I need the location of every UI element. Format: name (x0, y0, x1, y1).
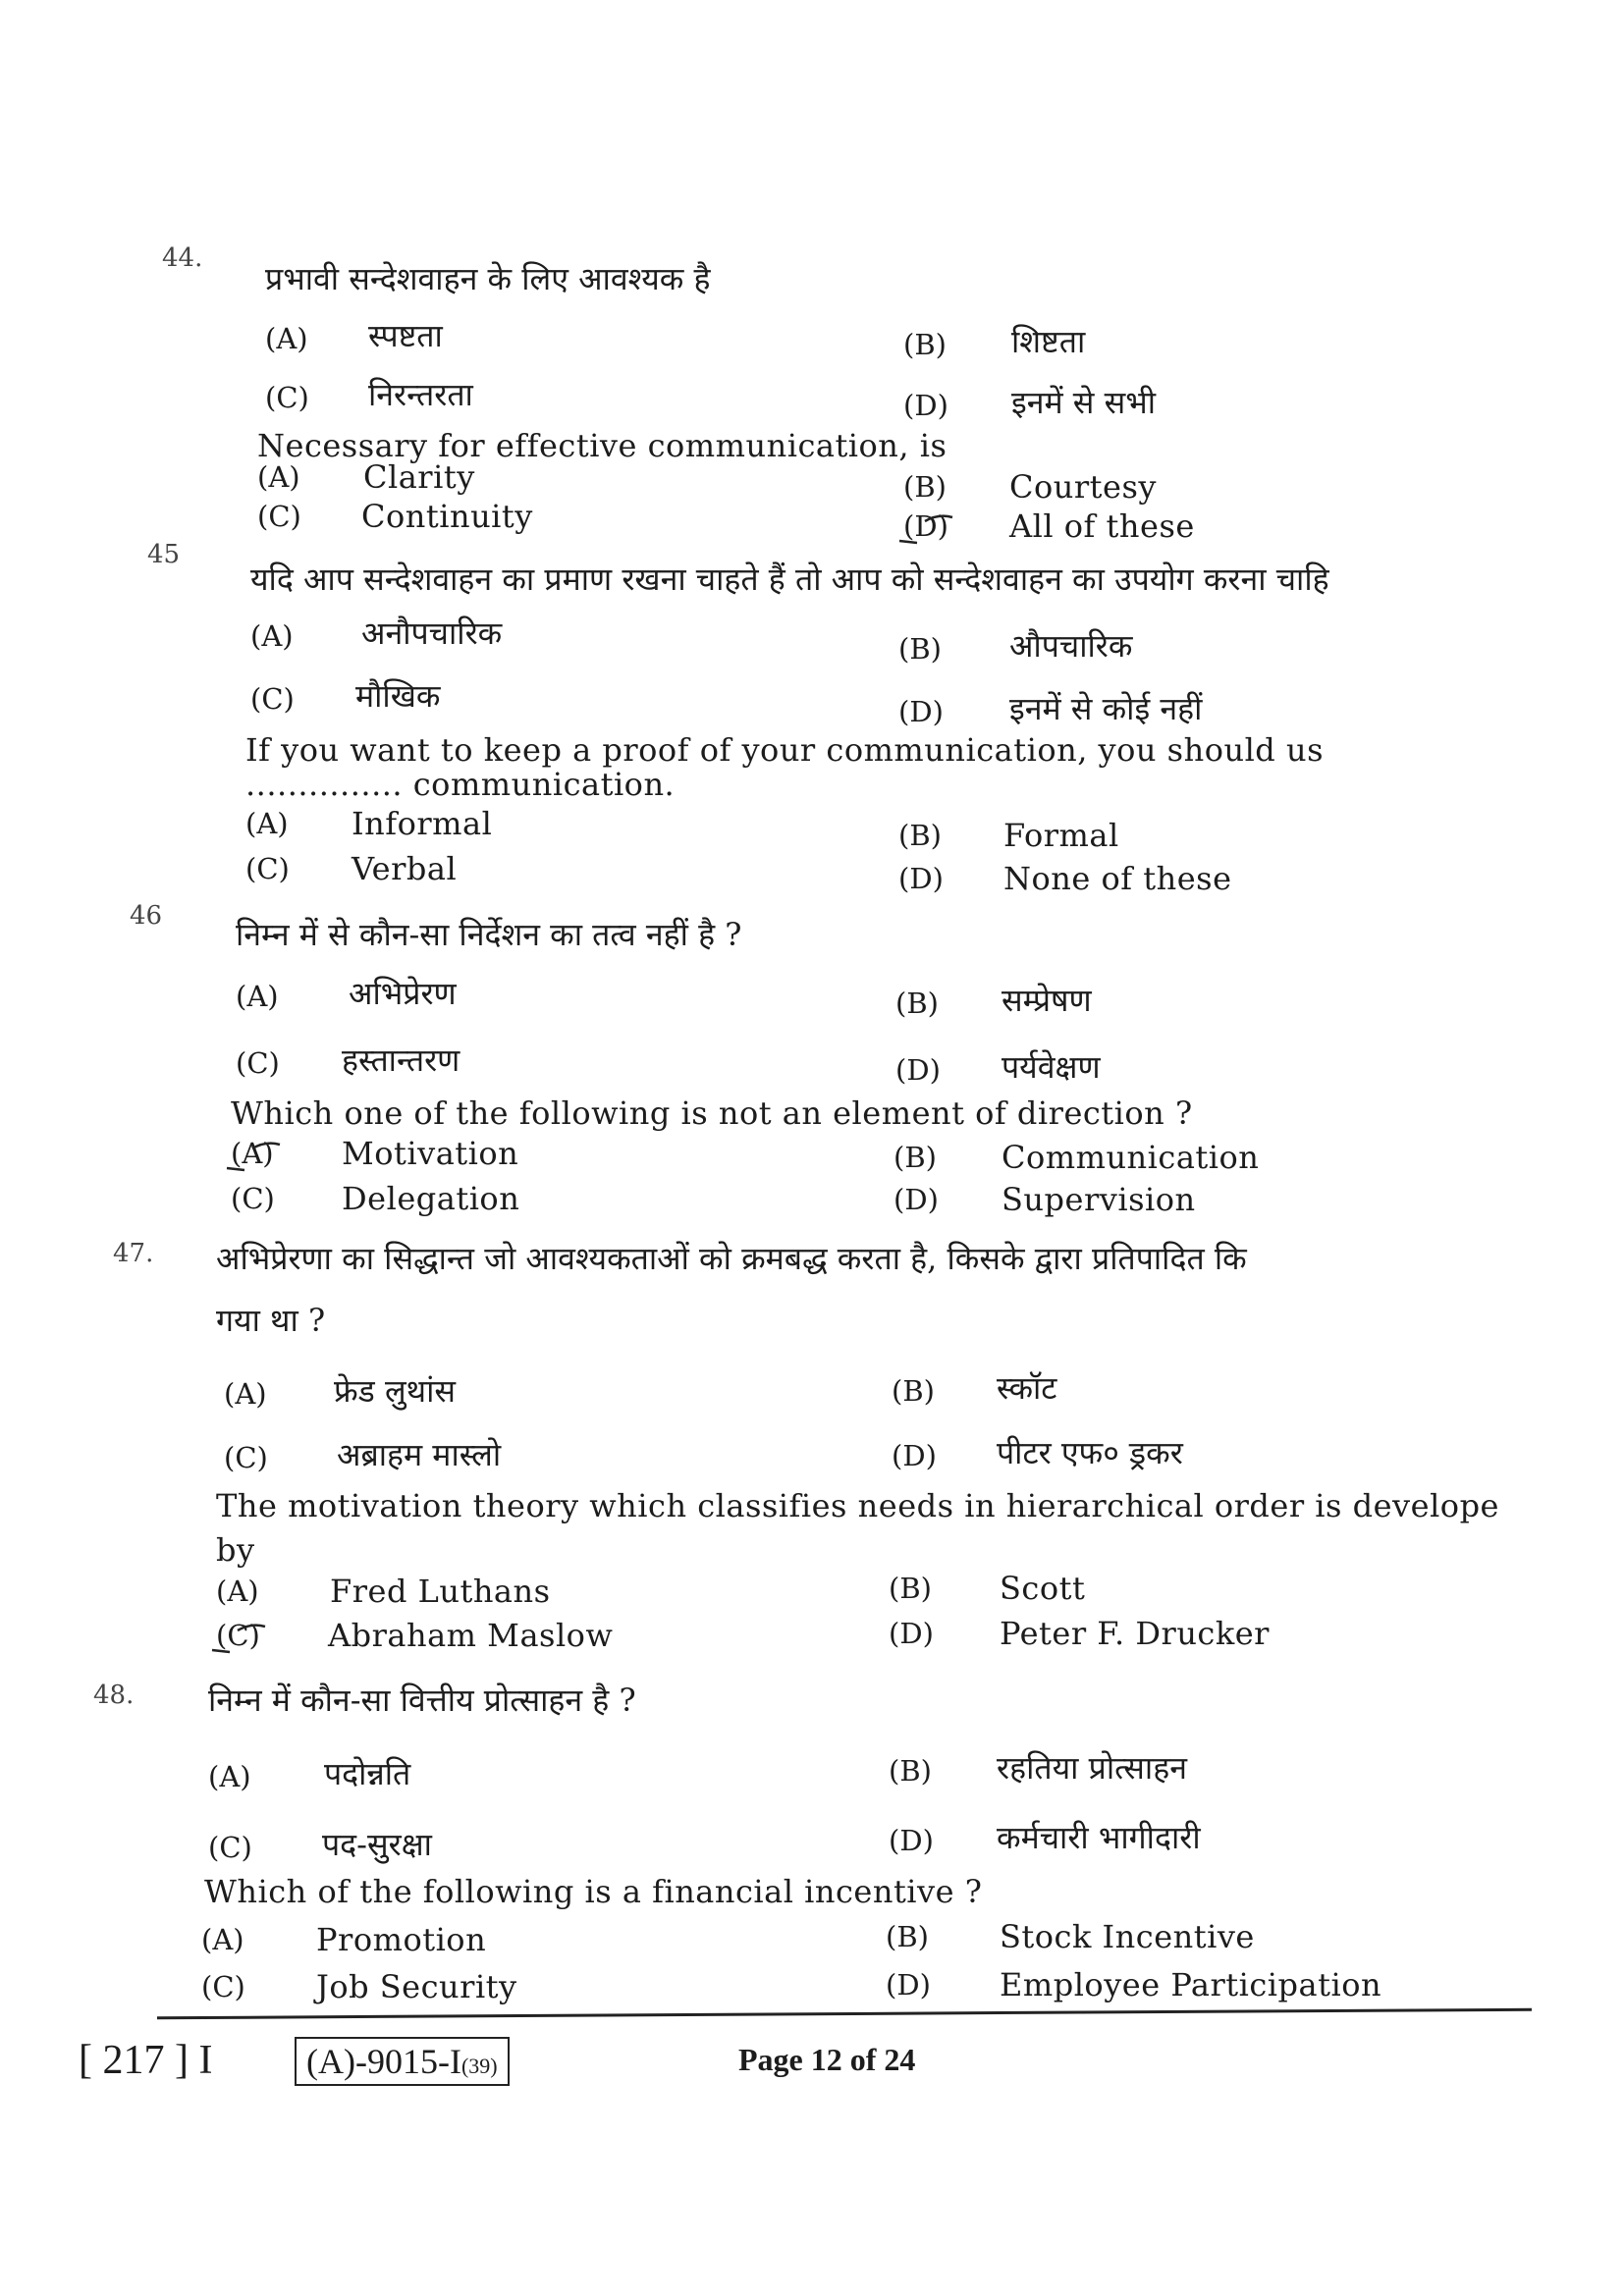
english-option-c[interactable]: Abraham Maslow (328, 1617, 614, 1654)
english-option-b[interactable]: Courtesy (1009, 468, 1157, 506)
english-option-a[interactable]: Promotion (316, 1921, 487, 1958)
english-question-text: Which one of the following is not an element of direction ? (231, 1095, 1193, 1132)
hindi-option-b[interactable]: रहतिया प्रोत्साहन (997, 1749, 1187, 1787)
hindi-option-a[interactable]: अनौपचारिक (361, 614, 503, 652)
option-label: (C) (265, 381, 309, 414)
hindi-option-c[interactable]: हस्तान्तरण (342, 1041, 460, 1079)
option-label: (D) (889, 1824, 934, 1857)
option-label: (C) (208, 1831, 252, 1864)
hindi-option-b[interactable]: औपचारिक (1009, 627, 1133, 665)
question-number: 44. (162, 243, 203, 273)
english-option-d[interactable]: Employee Participation (1000, 1966, 1382, 2003)
question-number: 45 (147, 540, 181, 569)
paper-code: [ 217 ] I (79, 2038, 213, 2083)
answer-tick-mark (208, 1621, 267, 1656)
option-label: (D) (903, 509, 948, 543)
hindi-question-text: निम्न में से कौन-सा निर्देशन का तत्व नहीं है ? (236, 916, 742, 953)
english-option-a[interactable]: Fred Luthans (330, 1573, 551, 1610)
booklet-code: (A)-9015-I (306, 2042, 461, 2081)
english-option-b[interactable]: Communication (1001, 1139, 1260, 1176)
english-option-a[interactable]: Clarity (363, 458, 475, 496)
english-option-c[interactable]: Delegation (342, 1180, 520, 1217)
answer-tick-mark (223, 1139, 282, 1174)
question-number: 46 (130, 901, 163, 931)
option-label: (B) (895, 987, 939, 1020)
hindi-option-b[interactable]: शिष्टता (1011, 323, 1086, 360)
page-indicator: Page 12 of 24 (738, 2042, 916, 2077)
option-label: (A) (208, 1760, 251, 1793)
english-option-c[interactable]: Job Security (316, 1968, 517, 2005)
option-label: (D) (895, 1053, 941, 1087)
option-label: (B) (892, 1374, 935, 1408)
hindi-option-a[interactable]: पदोन्नति (324, 1755, 411, 1792)
english-option-b[interactable]: Formal (1003, 817, 1119, 854)
hindi-option-a[interactable]: स्पष्टता (368, 317, 443, 354)
option-label: (A) (250, 619, 294, 653)
hindi-option-d[interactable]: कर्मचारी भागीदारी (997, 1819, 1201, 1856)
footer-rule (157, 2008, 1532, 2020)
option-label: (B) (898, 632, 942, 666)
option-label: (A) (236, 980, 279, 1013)
question-number: 47. (113, 1239, 154, 1268)
hindi-option-d[interactable]: पर्यवेक्षण (1001, 1048, 1101, 1086)
option-label: (B) (903, 470, 947, 504)
question-number: 48. (93, 1681, 135, 1710)
option-label: (A) (224, 1377, 267, 1411)
hindi-option-b[interactable]: सम्प्रेषण (1001, 982, 1092, 1019)
option-label: (A) (257, 460, 300, 494)
option-label: (A) (216, 1575, 259, 1608)
hindi-option-c[interactable]: निरन्तरता (368, 376, 473, 413)
option-label: (D) (889, 1617, 934, 1650)
english-option-c[interactable]: Verbal (352, 850, 458, 887)
english-question-text: Which of the following is a financial incentive ? (204, 1873, 983, 1910)
option-label: (C) (250, 682, 295, 716)
option-label: (C) (257, 500, 301, 533)
option-label: (D) (893, 1183, 939, 1216)
english-option-c[interactable]: Continuity (361, 498, 533, 535)
english-question-text: The motivation theory which classifies needs in hierarchical order is develope (216, 1487, 1499, 1524)
english-option-d[interactable]: None of these (1003, 860, 1232, 897)
hindi-option-c[interactable]: अब्राहम मास्लो (337, 1436, 502, 1473)
booklet-suffix: (39) (460, 2054, 498, 2078)
option-label: (A) (231, 1137, 274, 1170)
option-label: (D) (892, 1439, 937, 1472)
option-label: (A) (265, 322, 308, 355)
english-question-text: If you want to keep a proof of your communication, you should us (245, 731, 1324, 769)
option-label: (B) (903, 328, 947, 361)
option-label: (B) (889, 1754, 932, 1788)
english-option-b[interactable]: Stock Incentive (1000, 1918, 1255, 1955)
option-label: (B) (898, 819, 942, 852)
option-label: (C) (216, 1619, 260, 1652)
option-label: (B) (893, 1141, 937, 1174)
option-label: (A) (201, 1923, 244, 1956)
hindi-question-text: यदि आप सन्देशवाहन का प्रमाण रखना चाहते हैं तो आप को सन्देशवाहन का उपयोग करना चाहि (250, 561, 1329, 598)
option-label: (A) (245, 807, 289, 840)
hindi-option-b[interactable]: स्कॉट (997, 1369, 1057, 1407)
english-option-a[interactable]: Informal (352, 805, 493, 842)
hindi-question-text: अभिप्रेरणा का सिद्धान्त जो आवश्यकताओं को क्रमबद्ध करता है, किसके द्वारा प्रतिपादित कि (216, 1240, 1247, 1277)
booklet-code-box (295, 2037, 510, 2086)
hindi-option-a[interactable]: फ्रेड लुथांस (334, 1372, 457, 1410)
hindi-option-a[interactable]: अभिप्रेरण (349, 975, 457, 1012)
hindi-question-text: गया था ? (216, 1302, 326, 1339)
option-label: (C) (224, 1441, 268, 1474)
hindi-option-d[interactable]: इनमें से कोई नहीं (1009, 690, 1203, 727)
hindi-question-text: निम्न में कौन-सा वित्तीय प्रोत्साहन है ? (208, 1682, 636, 1719)
hindi-option-c[interactable]: पद-सुरक्षा (322, 1826, 432, 1863)
option-label: (C) (245, 852, 290, 885)
english-question-text: ............... communication. (245, 766, 676, 803)
hindi-option-c[interactable]: मौखिक (355, 677, 441, 715)
hindi-question-text: प्रभावी सन्देशवाहन के लिए आवश्यक है (265, 260, 711, 297)
english-question-text: Necessary for effective communication, is (257, 427, 947, 464)
option-label: (D) (898, 695, 944, 728)
english-option-d[interactable]: Supervision (1001, 1181, 1196, 1218)
hindi-option-d[interactable]: पीटर एफ० ड्रकर (997, 1434, 1183, 1471)
answer-tick-mark (895, 511, 954, 547)
option-label: (D) (886, 1968, 931, 2002)
english-option-d[interactable]: All of these (1009, 507, 1195, 545)
english-question-text: by (216, 1531, 255, 1569)
english-option-a[interactable]: Motivation (342, 1135, 519, 1172)
english-option-d[interactable]: Peter F. Drucker (1000, 1615, 1270, 1652)
option-label: (C) (201, 1970, 245, 2003)
option-label: (D) (898, 862, 944, 895)
english-option-b[interactable]: Scott (1000, 1570, 1086, 1607)
hindi-option-d[interactable]: इनमें से सभी (1011, 384, 1157, 421)
option-label: (C) (236, 1046, 280, 1080)
option-label: (C) (231, 1182, 275, 1215)
option-label: (B) (889, 1572, 932, 1605)
option-label: (B) (886, 1920, 929, 1953)
option-label: (D) (903, 389, 948, 422)
